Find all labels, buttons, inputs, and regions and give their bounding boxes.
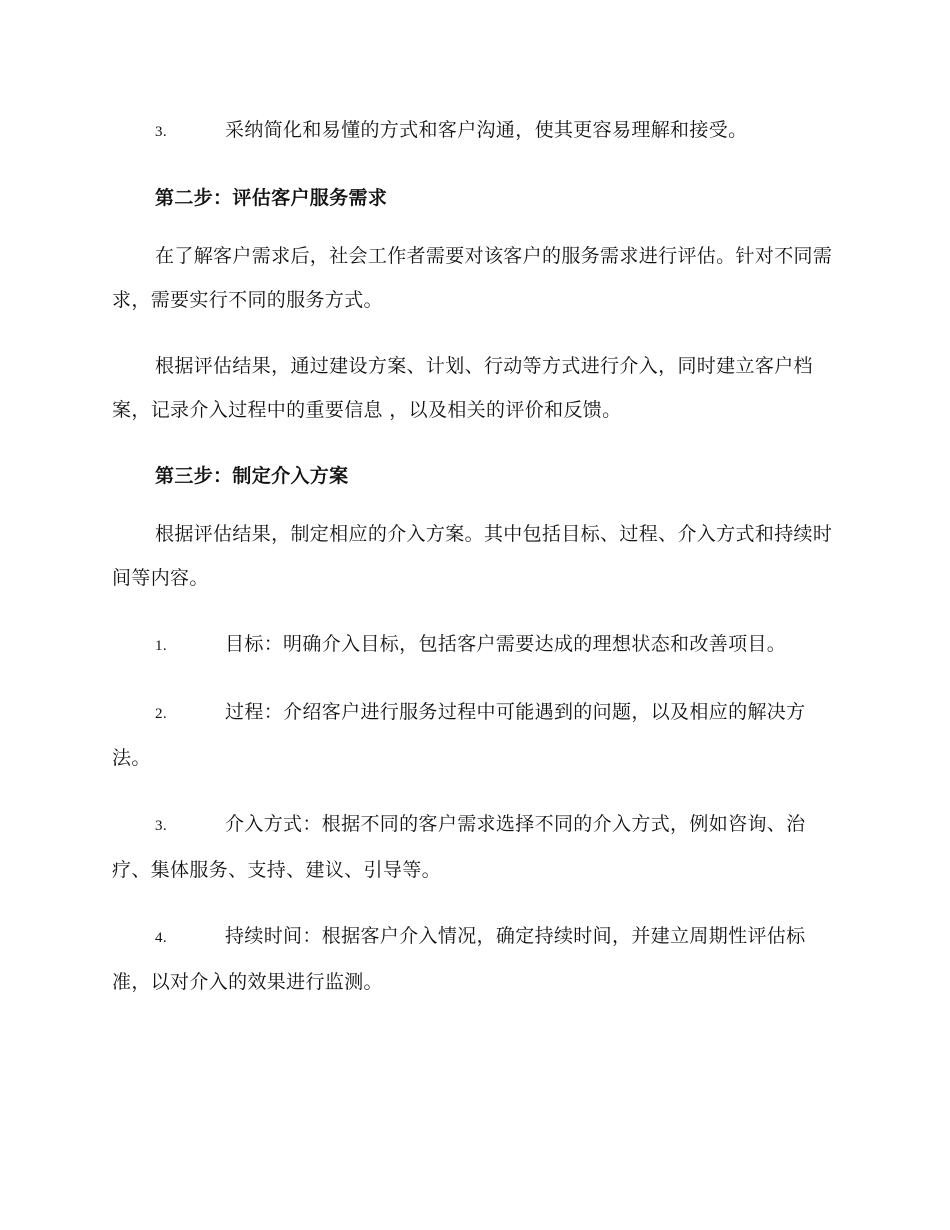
list-number: 2. (155, 706, 167, 722)
document-body (112, 108, 834, 1026)
list-number: 3. (155, 124, 167, 140)
list-text: 介入方式：根据不同的客户需求选择不同的介入方式，例如咨询、治疗、集体服务、支持、建议、引导等。 (112, 813, 806, 881)
list-item (112, 622, 834, 668)
paragraph: 根据评估结果，通过建设方案、计划、行动等方式进行介入，同时建立客户档案，记录介入过程中的重要信息 ，以及相关的评价和反馈。 (112, 355, 813, 421)
list-number: 1. (155, 638, 167, 654)
list-number: 4. (155, 930, 167, 946)
list-text: 过程：介绍客户进行服务过程中可能遇到的问题，以及相应的解决方法。 (112, 701, 806, 769)
list-item (112, 690, 834, 780)
list-number: 3. (155, 818, 167, 834)
paragraph: 根据评估结果，制定相应的介入方案。其中包括目标、过程、介入方式和持续时间等内容。 (112, 523, 833, 589)
list-item (112, 802, 834, 892)
list-text: 采纳简化和易懂的方式和客户沟通，使其更容易理解和接受。 (225, 119, 748, 141)
list-text: 持续时间：根据客户介入情况，确定持续时间，并建立周期性评估标准，以对介入的效果进行监测。 (112, 925, 806, 993)
paragraph: 在了解客户需求后，社会工作者需要对该客户的服务需求进行评估。针对不同需求，需要实行不同的服务方式。 (112, 245, 833, 311)
list-item (112, 108, 834, 154)
list-text: 目标：明确介入目标，包括客户需要达成的理想状态和改善项目。 (225, 633, 787, 655)
list-item (112, 914, 834, 1004)
section-heading-step-3: 第三步：制定介入方案 (155, 465, 349, 487)
section-heading-step-2: 第二步：评估客户服务需求 (155, 187, 388, 209)
